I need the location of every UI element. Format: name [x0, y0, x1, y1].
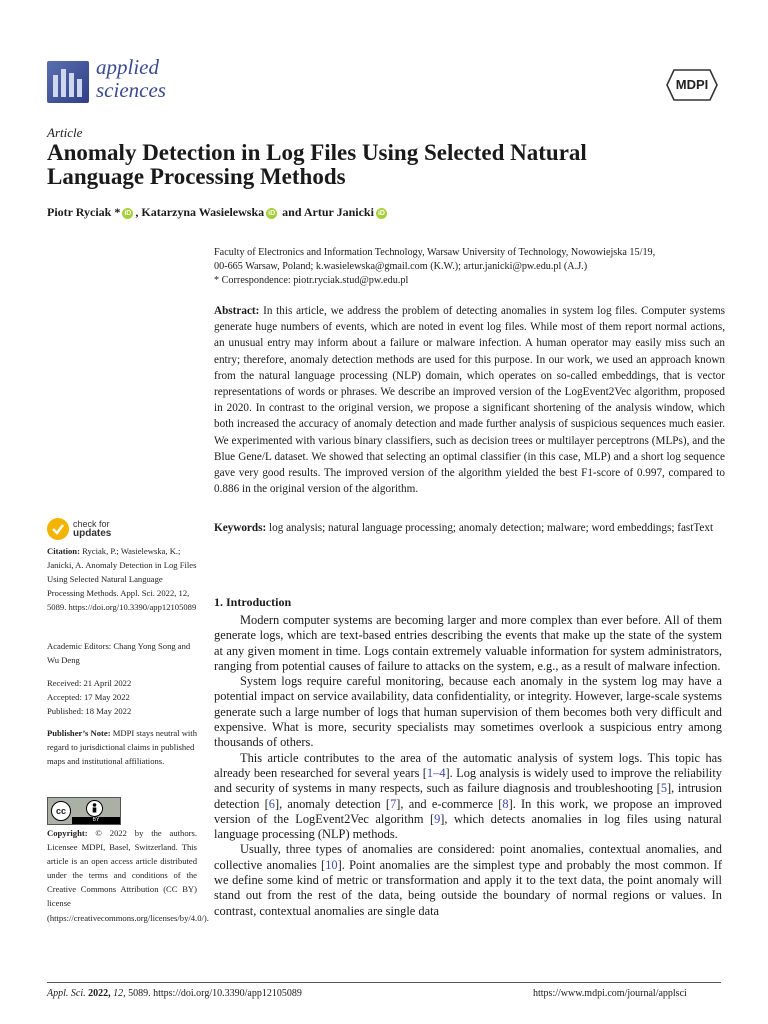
paragraph: System logs require careful monitoring, because each anomaly in the system log may have a potential impact on service availability, data confidentiality, or integrity. However, large-scale systems generate such a large number of logs that human supervision of them becomes both very difficult and expensive. What is more, security specialists may sometimes overlook a suspicious entry among thousands of others. [214, 674, 722, 750]
citation-link[interactable]: 7 [390, 796, 397, 811]
cc-icon: cc [51, 801, 71, 821]
doi-link[interactable]: 5089. https://doi.org/10.3390/app12105089 [128, 988, 302, 999]
citation-link[interactable]: 10 [325, 857, 338, 872]
dates [47, 676, 197, 718]
section-body [214, 613, 722, 919]
publisher-note: Publisher’s Note: MDPI stays neutral with regard to jurisdictional claims in published maps and institutional affiliations. [47, 728, 197, 767]
abstract: Abstract: In this article, we address the problem of detecting anomalies in system log files. Computer systems generate huge numbers of events, which are noted in event log files. While most of them report normal actions, an unusual entry may inform about a failure or malware infection. A human operator may easily miss such an entry; therefore, anomaly detection methods are used for this purpose. In our work, we used an approach known from the natural language processing (NLP) domain, which operates on so-called embeddings, that is vector representations of words or phrases. We describe an improved version of the LogEvent2Vec algorithm, proposed in 2020. In contrast to the original version, we propose a significant shortening of the analysis window, which both increased the accuracy of anomaly detection and made further analysis of suspicious sequences much easier. We experimented with various binary classifiers, such as decision trees or multilayer perceptrons (MLPs), and the Blue Gene/L dataset. We showed that selecting an optimal classifier (in this case, MLP) and a short log sequence gave very good results. The improved version of the algorithm yielded the best F1-score of 0.997, compared to 0.886 in the original version of the algorithm. [214, 305, 726, 496]
article-type: Article [47, 125, 83, 140]
published-date: Published: 18 May 2022 [47, 706, 132, 717]
orcid-icon[interactable]: iD [377, 209, 385, 217]
paragraph: Modern computer systems are becoming larger and more complex than ever before. All of them generate logs, which are text-based entries describing the events that make up the state of the system at any given moment in time. Logs contain extremely valuable information for system administrators, ranging from potential causes of failure to attacks on the system, e.g., as a result of malware infection. [214, 613, 722, 673]
keywords: Keywords: log analysis; natural language processing; anomaly detection; malware; word embeddings; fastText [214, 522, 714, 534]
paragraph: This article contributes to the area of the automatic analysis of system logs. This topic has already been researched for several years [1–4]. Log analysis is widely used to improve the reliability and security of systems in many respects, such as failure diagnosis and troubleshooting [5], intrusion detection [6], anomaly detection [7], and e-commerce [8]. In this work, we propose an improved version of the LogEvent2Vec algorithm [9], which detects anomalies in log files using natural language processing (NLP) methods. [214, 750, 723, 842]
author-name[interactable]: Piotr Ryciak * [47, 205, 121, 219]
author-name[interactable]: Katarzyna Wasielewska [141, 205, 265, 219]
citation-link[interactable]: 9 [434, 811, 441, 826]
citation: Citation: Ryciak, P.; Wasielewska, K.; Janicki, A. Anomaly Detection in Log Files Using Selected Natural Language Processing Methods. Appl. Sci. 2022, 12, 5089. https://doi.org/10.3390/app12105089 [47, 546, 197, 613]
check-for-updates-button[interactable]: check for updates [47, 517, 137, 543]
citation-link[interactable]: 8 [502, 796, 509, 811]
publisher-logo[interactable]: MDPI [666, 68, 718, 102]
person-icon [86, 800, 103, 817]
orcid-icon[interactable]: iD [124, 209, 132, 217]
citation-link[interactable]: 1–4 [426, 765, 446, 780]
copyright: Copyright: © 2022 by the authors. Licensee MDPI, Basel, Switzerland. This article is an open access article distributed under the terms and conditions of the Creative Commons Attribution (CC BY) license (https://creativecommons.org/licenses/by/4.0/). [47, 828, 209, 923]
author-list: Piotr Ryciak * iD , Katarzyna Wasielewska iD and Artur Janicki iD [47, 205, 385, 219]
article-title: Anomaly Detection in Log Files Using Selected Natural Language Processing Methods [47, 140, 587, 189]
checkmark-icon [47, 518, 69, 540]
citation-link[interactable]: 6 [268, 796, 275, 811]
section-heading: 1. Introduction [214, 595, 292, 609]
journal-logo-icon [47, 61, 89, 103]
footer-citation: Appl. Sci. 2022, 12, 5089. https://doi.org/10.3390/app12105089 [47, 988, 302, 999]
author-name[interactable]: and Artur Janicki [282, 205, 374, 219]
academic-editors: Academic Editors: Chang Yong Song and Wu Deng [47, 641, 191, 666]
received-date: Received: 21 April 2022 [47, 678, 132, 688]
journal-url-link[interactable]: https://www.mdpi.com/journal/applsci [533, 988, 687, 999]
paragraph: Usually, three types of anomalies are considered: point anomalies, contextual anomalies, and collective anomalies [10]. Point anomalies are the simplest type and probably the most common. If we define some kind of metric or transformation and apply it to the text data, the point anomaly will stand out from the rest of the data, being outside the boundary of normal regions or values. In contrast, contextual anomalies are single data [214, 842, 723, 918]
orcid-icon[interactable]: iD [268, 209, 276, 217]
journal-name[interactable]: applied sciences [96, 55, 166, 102]
footer-divider [47, 982, 721, 983]
affiliations: Faculty of Electronics and Information Technology, Warsaw University of Technology, Nowowiejska 15/19, 00-665 Warsaw, Poland; k.wasielewska@gmail.com (K.W.); artur.janicki@pw.edu.pl (A.J.) * Correspondence: piotr.ryciak.stud@pw.edu.pl [214, 246, 726, 288]
cc-by-license-badge[interactable]: cc BY [47, 797, 121, 825]
citation-link[interactable]: 5 [660, 781, 668, 796]
accepted-date: Accepted: 17 May 2022 [47, 692, 130, 703]
correspondence: * Correspondence: piotr.ryciak.stud@pw.edu.pl [214, 275, 409, 286]
